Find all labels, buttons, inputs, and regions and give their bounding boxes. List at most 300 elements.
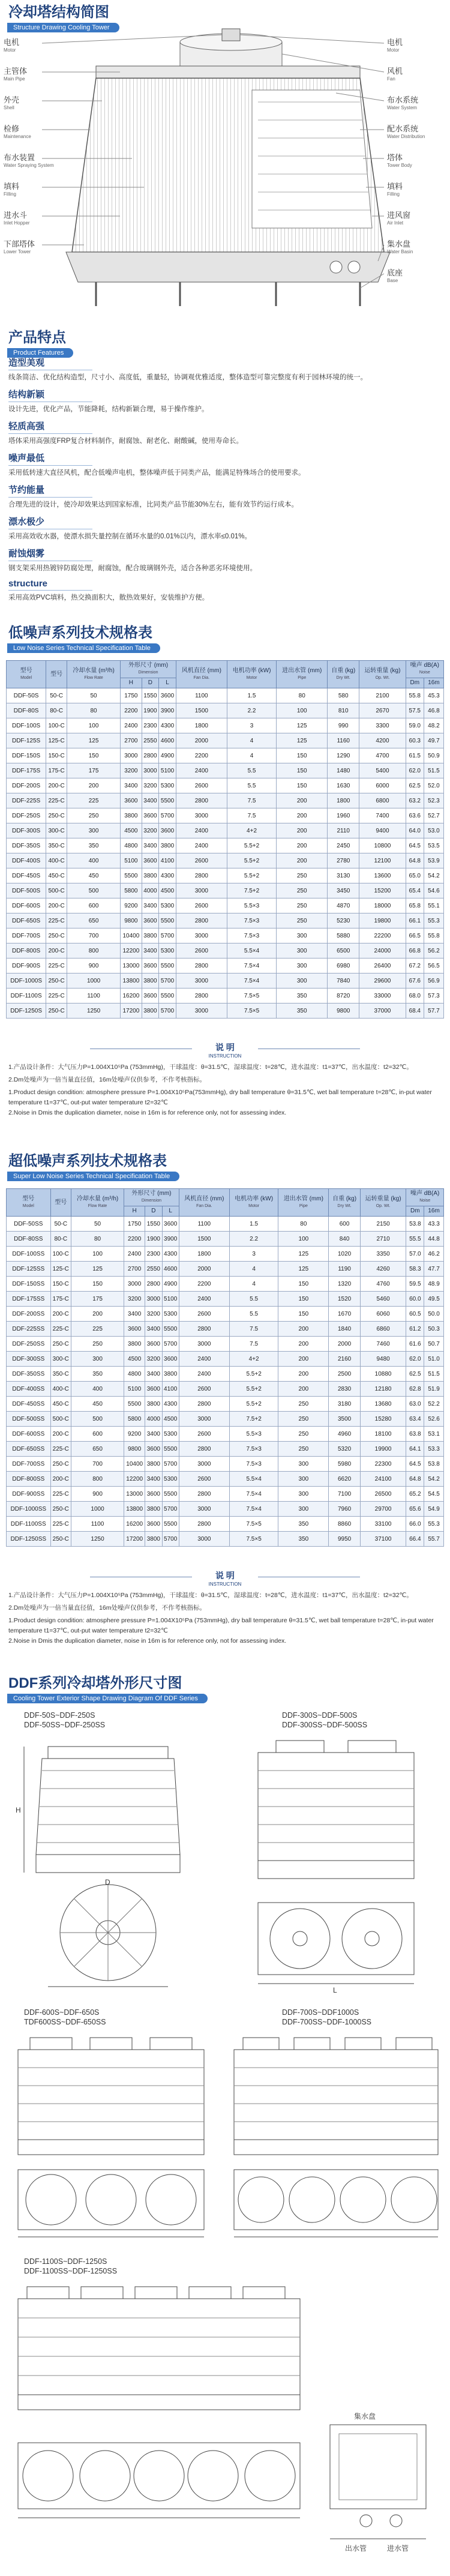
callout-left-1: 电机 Motor	[4, 38, 20, 53]
th-fan: 风机直径 (mm) Fan Dia.	[176, 661, 227, 688]
model-label-d: DDF-700S~DDF1000S DDF-700SS~DDF-1000SS	[282, 2008, 372, 2026]
table-cell: 13800	[121, 974, 142, 989]
table-cell: 2110	[328, 823, 359, 838]
table-cell: 125-C	[46, 733, 67, 748]
table-cell: 2800	[176, 868, 227, 883]
table-cell: 5.5+2	[229, 1367, 278, 1382]
table-cell: 9800	[121, 913, 142, 928]
table-cell: 1840	[329, 1322, 360, 1337]
th-h: H	[121, 678, 142, 688]
table-cell: DDF-125SS	[7, 1262, 51, 1277]
table-cell: 3000	[179, 1532, 229, 1547]
table-cell: 7.5×3	[227, 913, 276, 928]
table-cell: 7840	[328, 974, 359, 989]
table-cell: 57.7	[424, 1004, 443, 1019]
th-16m: 16m	[424, 1206, 444, 1217]
table-cell: 500	[67, 883, 120, 898]
table-cell: 9800	[124, 1442, 145, 1457]
table-cell: 33000	[359, 989, 406, 1004]
table-cell: 225-C	[46, 958, 67, 974]
table-cell: 100-C	[46, 718, 67, 733]
table-cell: 48.9	[424, 1277, 444, 1292]
table-cell: 5700	[162, 1457, 179, 1472]
table-cell: 10800	[359, 838, 406, 853]
table-cell: DDF-450SS	[7, 1397, 51, 1412]
table-cell: 3200	[124, 1292, 145, 1307]
table-cell: 5100	[159, 763, 176, 778]
th-opweight: 运转重量 (kg) Op. Wt.	[360, 1189, 406, 1217]
th-model: 型号 Model	[7, 1189, 51, 1217]
table-cell: 125	[278, 1247, 329, 1262]
table-cell: 4300	[162, 1397, 179, 1412]
table-cell: 6620	[329, 1472, 360, 1487]
table-cell: 5500	[162, 1322, 179, 1337]
table-cell: 3800	[162, 1367, 179, 1382]
table-cell: 55.8	[424, 928, 443, 943]
outline-subtitle: Cooling Tower Exterior Shape Drawing Diagram Of DDF Series	[7, 1694, 208, 1703]
table-row	[7, 1457, 444, 1472]
table-cell: 3000	[176, 928, 227, 943]
table-cell: 450-C	[46, 868, 67, 883]
table-cell: 66.1	[406, 913, 424, 928]
table-cell: 175	[71, 1292, 124, 1307]
table-cell: 5320	[329, 1442, 360, 1457]
table-row	[7, 1262, 444, 1277]
table-row	[7, 838, 444, 853]
table-cell: 2830	[329, 1382, 360, 1397]
table-cell: 2800	[176, 989, 227, 1004]
table-cell: 54.2	[424, 868, 443, 883]
table-cell: 5300	[162, 1307, 179, 1322]
table-cell: 5300	[162, 1472, 179, 1487]
table-cell: 62.8	[406, 1382, 424, 1397]
callout-left-2: 主管体 Main Pipe	[4, 67, 28, 82]
table-cell: 15280	[360, 1412, 406, 1427]
structure-title: 冷却塔结构简图	[8, 4, 109, 20]
table-cell: 250-C	[46, 808, 67, 823]
table-cell: 3600	[145, 1517, 162, 1532]
table-cell: 2500	[329, 1367, 360, 1382]
table-cell: 3800	[121, 808, 142, 823]
note1-text: 1.产品设计条件：大气压力P=1.004X10⁵Pa (753mmHg)，干球温度：θ=31.5℃，湿球温度：t=28℃，进水温度：t1=37℃，出水温度：t2=32℃。 2.Dm处噪声为一倍当量直径值，16m处噪声仅供参考，不作考核指标。 1.Product design condition: atmosphere pressure P=1.004X10⁵Pa(753mmHg), dry ball temperature θ=31.5℃, wet ball temperature t=28℃, in-put water temperature t1=37℃, out-put water temperature t2=32℃ 2.Noise in Dmis the duplication diameter, noise in 16m is for reference only, not for assessing index.	[8, 1064, 432, 1116]
table-cell: 65.2	[406, 1487, 424, 1502]
table-cell: 2300	[145, 1247, 162, 1262]
table-cell: 100	[278, 1232, 329, 1247]
table-cell: 3600	[145, 1382, 162, 1397]
table-cell: 990	[328, 718, 359, 733]
table-cell: DDF-150SS	[7, 1277, 51, 1292]
table-cell: DDF-600SS	[7, 1427, 51, 1442]
th-l: L	[159, 678, 176, 688]
callout-right-1: 电机 Motor	[387, 38, 403, 53]
feature-item: 漂水极少 采用高效收水器，使漂水损失量控制在循环水量的0.01%以内，漂水率≤0.01%。	[8, 515, 442, 542]
table-cell: 2800	[176, 958, 227, 974]
model-label-c: DDF-600S~DDF-650S TDF600SS~DDF-650SS	[24, 2008, 106, 2026]
table-cell: 51.5	[424, 763, 443, 778]
table-cell: 5.5	[229, 1307, 278, 1322]
th-flow: 冷却水量 (m³/h) Flow Rate	[67, 661, 120, 688]
table-cell: 100-C	[50, 1247, 71, 1262]
table-cell: 450	[71, 1397, 124, 1412]
table-cell: 1.5	[229, 1217, 278, 1232]
table-cell: DDF-175SS	[7, 1292, 51, 1307]
table-cell: 2200	[121, 703, 142, 718]
table-cell: 200-C	[50, 1472, 71, 1487]
table-cell: 2400	[179, 1367, 229, 1382]
table-cell: 2.2	[229, 1232, 278, 1247]
table-cell: 3400	[145, 1472, 162, 1487]
table-cell: 200	[277, 808, 328, 823]
table-cell: 80-C	[46, 703, 67, 718]
table-cell: 2400	[176, 838, 227, 853]
callout-left-5: 布水装置 Water Spraying System	[4, 153, 54, 168]
table-cell: 64.0	[406, 823, 424, 838]
table-cell: 250	[277, 883, 328, 898]
table-cell: 250	[278, 1412, 329, 1427]
outline-drawing-3fan	[6, 2032, 216, 2242]
table-cell: 3400	[145, 1322, 162, 1337]
table-cell: 2800	[145, 1277, 162, 1292]
table-cell: 50-C	[46, 688, 67, 703]
table-cell: 3800	[145, 1502, 162, 1517]
basin-label: 集水盘	[354, 2412, 376, 2421]
table-cell: 80	[67, 703, 120, 718]
table-cell: 350	[277, 989, 328, 1004]
table-cell: DDF-150S	[7, 748, 46, 763]
table-cell: 3000	[179, 1502, 229, 1517]
table-cell: 1000	[67, 974, 120, 989]
table-cell: 5230	[328, 913, 359, 928]
table-cell: 300	[278, 1472, 329, 1487]
table-cell: 2700	[124, 1262, 145, 1277]
table-cell: 150-C	[50, 1277, 71, 1292]
dim-letter-d: D	[105, 1878, 110, 1886]
table-cell: 500-C	[46, 883, 67, 898]
th-motor: 电机功率 (kW) Motor	[229, 1189, 278, 1217]
table-cell: 17200	[121, 1004, 142, 1019]
table-row	[7, 958, 444, 974]
feature-item: 耐蚀烟雾 钢支架采用热镀锌防腐处理，耐腐蚀，配合玻璃钢外壳，适合各种恶劣环境使用。	[8, 547, 442, 574]
table-cell: 13000	[124, 1487, 145, 1502]
callout-right-9: 底座 Base	[387, 268, 403, 283]
table-cell: 300-C	[50, 1352, 71, 1367]
table-cell: 350	[71, 1367, 124, 1382]
th-h: H	[124, 1206, 145, 1217]
table-cell: DDF-350S	[7, 838, 46, 853]
table-cell: 3000	[176, 808, 227, 823]
th-dm: Dm	[406, 678, 424, 688]
table-cell: 8720	[328, 989, 359, 1004]
table-cell: 5500	[121, 868, 142, 883]
table-cell: 2670	[359, 703, 406, 718]
table-cell: 3600	[142, 989, 159, 1004]
table-cell: 24000	[359, 943, 406, 958]
table-cell: 450-C	[50, 1397, 71, 1412]
table-cell: 1900	[142, 703, 159, 718]
table-cell: 3600	[142, 913, 159, 928]
table-cell: 29700	[360, 1502, 406, 1517]
table-cell: 37100	[360, 1532, 406, 1547]
table-cell: 125	[67, 733, 120, 748]
table-cell: 1290	[328, 748, 359, 763]
table-cell: 7.5×5	[229, 1517, 278, 1532]
table-cell: 4200	[359, 733, 406, 748]
table-cell: 2100	[359, 688, 406, 703]
table-cell: 5700	[159, 1004, 176, 1019]
feature-item: 噪声最低 采用低转速大直径风机，配合低噪声电机，整体噪声低于同类产品，能满足特殊场合的使用要求。	[8, 451, 442, 478]
table-cell: DDF-100S	[7, 718, 46, 733]
table-cell: 4	[229, 1262, 278, 1277]
table-cell: 51.5	[424, 1367, 444, 1382]
th-series: 型号	[46, 661, 67, 688]
table-cell: 200-C	[50, 1427, 71, 1442]
table-cell: 1100	[179, 1217, 229, 1232]
table-cell: 1160	[328, 733, 359, 748]
table-cell: 68.4	[406, 1004, 424, 1019]
dim-letter-h: H	[16, 1806, 21, 1814]
table-cell: 2200	[176, 748, 227, 763]
table-cell: 5.5	[227, 763, 276, 778]
table-cell: 16200	[121, 989, 142, 1004]
table-cell: 10400	[124, 1457, 145, 1472]
table-cell: DDF-500SS	[7, 1412, 51, 1427]
table-cell: DDF-80SS	[7, 1232, 51, 1247]
table-cell: 5500	[162, 1517, 179, 1532]
table-cell: DDF-900S	[7, 958, 46, 974]
super-low-noise-spec-table	[6, 1188, 444, 1547]
table-cell: 225-C	[50, 1487, 71, 1502]
table-row	[7, 943, 444, 958]
table-cell: 5700	[162, 1337, 179, 1352]
table-cell: 4600	[162, 1262, 179, 1277]
table-row	[7, 688, 444, 703]
table-cell: 200	[278, 1322, 329, 1337]
table-cell: 33100	[360, 1517, 406, 1532]
table-cell: 47.7	[424, 1262, 444, 1277]
th-16m: 16m	[424, 678, 443, 688]
table-cell: 125	[277, 718, 328, 733]
table-cell: 7.5+2	[227, 883, 276, 898]
table-cell: 3900	[159, 703, 176, 718]
table1-banner	[0, 624, 450, 653]
table-cell: 80	[277, 688, 328, 703]
table-cell: 58.3	[406, 1262, 424, 1277]
table-cell: 55.3	[424, 913, 443, 928]
table-cell: 4960	[329, 1427, 360, 1442]
table-cell: 57.3	[424, 989, 443, 1004]
table-cell: 350	[277, 1004, 328, 1019]
table-cell: 59.0	[406, 718, 424, 733]
table-cell: 2800	[179, 1397, 229, 1412]
table-cell: 51.9	[424, 1382, 444, 1397]
table-cell: 7.5×4	[227, 958, 276, 974]
table-cell: 225	[67, 793, 120, 808]
table-row	[7, 868, 444, 883]
table-cell: 150	[277, 748, 328, 763]
table-cell: 580	[328, 688, 359, 703]
table-cell: DDF-700SS	[7, 1457, 51, 1472]
table-cell: 200	[278, 1337, 329, 1352]
table-cell: 225-C	[50, 1517, 71, 1532]
table-cell: DDF-600S	[7, 898, 46, 913]
table-cell: 350-C	[46, 838, 67, 853]
table-cell: 3800	[159, 838, 176, 853]
table-cell: 5880	[328, 928, 359, 943]
table-cell: 3180	[329, 1397, 360, 1412]
table-cell: 250-C	[46, 974, 67, 989]
table-cell: 2600	[176, 898, 227, 913]
note1-head: 说 明 INSTRUCTION	[0, 1041, 450, 1059]
table-cell: 37000	[359, 1004, 406, 1019]
table-cell: 2800	[176, 793, 227, 808]
table-cell: 63.8	[406, 1427, 424, 1442]
table-cell: 175	[67, 763, 120, 778]
table-cell: 3400	[121, 778, 142, 793]
table-row	[7, 1247, 444, 1262]
th-dm: Dm	[406, 1206, 424, 1217]
table-cell: 100	[67, 718, 120, 733]
table-cell: 13000	[121, 958, 142, 974]
outline-drawing-small	[12, 1735, 216, 1993]
table-cell: 250	[277, 913, 328, 928]
table2-banner	[0, 1152, 450, 1181]
table-cell: 65.4	[406, 883, 424, 898]
table-cell: 3600	[142, 958, 159, 974]
table-cell: 5500	[162, 1442, 179, 1457]
table-cell: 56.9	[424, 974, 443, 989]
table-row	[7, 703, 444, 718]
table-cell: 67.2	[406, 958, 424, 974]
table-cell: 3600	[145, 1442, 162, 1457]
table-cell: 300	[277, 958, 328, 974]
table-cell: 3600	[145, 1487, 162, 1502]
table-cell: 3400	[142, 898, 159, 913]
table-cell: 3400	[142, 793, 159, 808]
table-cell: 5.5	[227, 778, 276, 793]
table-cell: 5700	[162, 1532, 179, 1547]
table-cell: 12180	[360, 1382, 406, 1397]
table-cell: 7.5×4	[229, 1487, 278, 1502]
th-pipe: 进出水管 (mm) Pipe	[277, 661, 328, 688]
table-cell: 5.5×4	[227, 943, 276, 958]
table-row	[7, 793, 444, 808]
table-cell: 3600	[142, 808, 159, 823]
table-cell: 2200	[179, 1277, 229, 1292]
table-cell: 2300	[142, 718, 159, 733]
table2-body	[7, 1217, 444, 1547]
table-cell: 250-C	[50, 1502, 71, 1517]
table-cell: 4700	[359, 748, 406, 763]
table-cell: 4+2	[229, 1352, 278, 1367]
table-cell: 3000	[176, 1004, 227, 1019]
table-cell: 5460	[360, 1292, 406, 1307]
table-cell: 3300	[359, 718, 406, 733]
table-cell: 225-C	[50, 1322, 71, 1337]
table-cell: 300	[278, 1487, 329, 1502]
table-cell: 2000	[329, 1337, 360, 1352]
table-cell: 5500	[162, 1487, 179, 1502]
outlet-label: 出水管	[345, 2544, 367, 2553]
table-cell: 62.0	[406, 763, 424, 778]
table-cell: 5.5×3	[227, 898, 276, 913]
table-cell: 4100	[159, 853, 176, 868]
table-cell: 10400	[121, 928, 142, 943]
table-cell: 5500	[159, 989, 176, 1004]
table-cell: 4600	[159, 733, 176, 748]
table-row	[7, 1487, 444, 1502]
table-cell: 2400	[176, 823, 227, 838]
th-series: 型号	[50, 1189, 71, 1217]
table-cell: DDF-300S	[7, 823, 46, 838]
table-cell: 150	[67, 748, 120, 763]
table-cell: 3350	[360, 1247, 406, 1262]
table-cell: DDF-350SS	[7, 1367, 51, 1382]
table-cell: 49.7	[424, 733, 443, 748]
table-cell: 7.5×5	[229, 1532, 278, 1547]
table-cell: 1000	[71, 1502, 124, 1517]
table-cell: 22300	[360, 1457, 406, 1472]
table-row	[7, 1517, 444, 1532]
table-cell: DDF-1250S	[7, 1004, 46, 1019]
table-cell: 66.5	[406, 928, 424, 943]
low-noise-spec-table	[6, 660, 444, 1019]
structure-diagram	[0, 24, 450, 324]
table-cell: 250-C	[46, 928, 67, 943]
table-cell: 60.0	[406, 1292, 424, 1307]
table-cell: 1100	[71, 1517, 124, 1532]
table-cell: 1960	[328, 808, 359, 823]
table-cell: 22200	[359, 928, 406, 943]
table-cell: 48.2	[424, 718, 443, 733]
table-cell: 3200	[142, 823, 159, 838]
table-cell: 800	[71, 1472, 124, 1487]
table-cell: 64.5	[406, 1457, 424, 1472]
table-cell: 54.5	[424, 1487, 444, 1502]
table-cell: 55.3	[424, 1517, 444, 1532]
table-cell: 200	[278, 1352, 329, 1367]
table-cell: 53.8	[424, 1457, 444, 1472]
table-cell: 5700	[159, 974, 176, 989]
table-cell: 200	[277, 838, 328, 853]
table-cell: 4300	[162, 1247, 179, 1262]
table-cell: 7.5×3	[229, 1457, 278, 1472]
table-cell: 600	[71, 1427, 124, 1442]
table-cell: 225-C	[50, 1442, 71, 1457]
table-cell: DDF-1000S	[7, 974, 46, 989]
table-cell: 66.8	[406, 943, 424, 958]
outline-banner	[0, 1675, 450, 1703]
table-cell: 68.0	[406, 989, 424, 1004]
table-cell: 5400	[359, 763, 406, 778]
table-row	[7, 718, 444, 733]
table-row	[7, 1382, 444, 1397]
table-cell: 7.5×3	[227, 928, 276, 943]
table-cell: 2550	[142, 733, 159, 748]
table-cell: 350	[278, 1532, 329, 1547]
feature-item: 轻质高强 塔体采用高强度FRP复合材料制作，耐腐蚀、耐老化、耐酸碱，使用寿命长。	[8, 420, 442, 447]
table-cell: 2200	[124, 1232, 145, 1247]
table-cell: 810	[328, 703, 359, 718]
table-cell: 3	[229, 1247, 278, 1262]
table-cell: 53.8	[406, 1217, 424, 1232]
table-cell: 45.3	[424, 688, 443, 703]
th-dims: 外形尺寸 (mm) Dimension	[124, 1189, 179, 1206]
table-cell: 100	[71, 1247, 124, 1262]
table-cell: 650	[67, 913, 120, 928]
table-cell: 300-C	[46, 823, 67, 838]
table-cell: 9480	[360, 1352, 406, 1367]
table-cell: 2400	[176, 763, 227, 778]
